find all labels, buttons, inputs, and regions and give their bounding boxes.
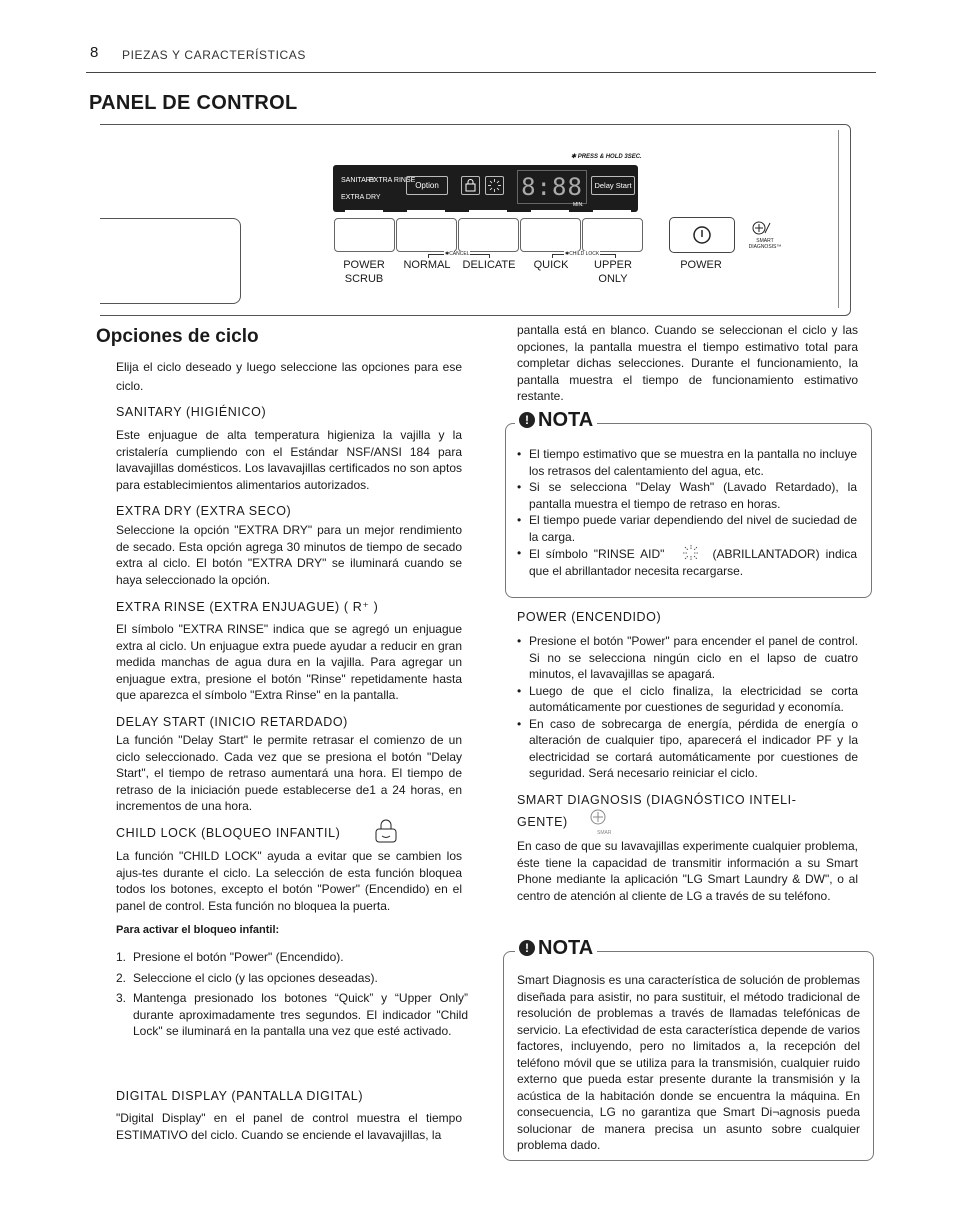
delay-start-label: Delay Start bbox=[591, 176, 635, 195]
quick-button[interactable] bbox=[520, 218, 581, 252]
upper-only-label bbox=[583, 258, 643, 286]
smart-diagnosis-paragraph: En caso de que su lavavajillas experimente cualquier problema, éste tiene la capacidad de transmitir información a su Smart Phone mediante la aplicación "LG Smart Laundry & DW", o al centro de atención al cliente de LG a través de su teléfono. bbox=[517, 839, 858, 903]
extra-rinse-paragraph: El símbolo "EXTRA RINSE" indica que se agregó un enjuague extra al ciclo. Un enjuague extra puede ayudar a reducir en gran medida manchas de agua dura en la vajilla. Para agregar un enjuague extra, presione el botón "Rinse" repetidamente hasta que aparezca el símbolo "Extra Rinse" en la pantalla. bbox=[116, 622, 462, 702]
child-lock-paragraph: La función "CHILD LOCK" ayuda a evitar que se cambien los ajus-tes durante el ciclo. La selección de esta función bloquea todos los botones, excepto el botón "Power" (Encendido) en el panel de control. Esta función no bloquea la puerta. bbox=[116, 849, 462, 913]
digital-display-heading: DIGITAL DISPLAY (PANTALLA DIGITAL) bbox=[116, 1089, 364, 1103]
rinse-aid-text-a: El símbolo "RINSE AID" bbox=[529, 547, 665, 561]
sanitary-indicator: SANITARY bbox=[341, 177, 376, 184]
power-scrub-label-line2: SCRUB bbox=[344, 273, 384, 285]
child-lock-heading: CHILD LOCK (BLOQUEO INFANTIL) bbox=[116, 826, 341, 840]
note-2-paragraph: Smart Diagnosis es una característica de solución de problemas diseñada para asistir, no para sustituir, el método tradicional de resolución de problemas a través de llamadas telefónicas de servicio. La efectividad de esta característica depende de varios factores, incluyendo, pero no limitados a, la recepción del teléfono móvil que se utiliza para la transmisión, cualquier ruido externo que pueda estar presente durante la transmisión y la acústica de la habitación donde se encuentra la máquina. En consecuencia, LG no garantiza que Smart Di¬agnosis pueda solucionar de manera precisa un asunto sobre cualquier problema dado. bbox=[517, 973, 860, 1152]
extra-dry-indicator: EXTRA DRY bbox=[341, 194, 381, 201]
smart-diagnosis-label bbox=[745, 238, 785, 250]
rinse-aid-icon bbox=[678, 545, 704, 561]
child-lock-label: ✱CHILD LOCK bbox=[565, 251, 600, 257]
extra-rinse-heading: EXTRA RINSE (EXTRA ENJUAGUE) ( R⁺ ) bbox=[116, 600, 379, 614]
press-hold-label: ✱ PRESS & HOLD 3SEC. bbox=[571, 154, 642, 160]
smart-diagnosis-icon bbox=[588, 807, 610, 827]
smart-diagnosis-heading-line1: SMART DIAGNOSIS (DIAGNÓSTICO INTELI- bbox=[517, 793, 797, 807]
display-panel bbox=[333, 165, 638, 212]
led-strip bbox=[593, 210, 631, 213]
normal-label: NORMAL bbox=[403, 259, 451, 271]
power-button[interactable] bbox=[669, 217, 735, 253]
note-title: NOTA bbox=[538, 937, 594, 959]
page-title: PANEL DE CONTROL bbox=[89, 92, 298, 114]
led-strip bbox=[469, 210, 507, 213]
note-heading-2 bbox=[515, 937, 597, 960]
smart-diagnosis-icon bbox=[750, 219, 772, 237]
list-item: • Luego de que el ciclo finaliza, la electricidad se corta automáticamente por cuestiones de seguridad y economía. bbox=[517, 683, 858, 716]
child-lock-icon bbox=[372, 817, 400, 845]
list-item: • Presione el botón "Power" para encender el panel de control. Si no se selecciona ningún ciclo en el lapso de cuatro minutos, el lavavajillas se apagará. bbox=[517, 633, 858, 683]
digit-display: 8:88 bbox=[517, 170, 587, 204]
step-text: Presione el botón "Power" (Encendido). bbox=[133, 950, 344, 964]
list-item: • Si se selecciona "Delay Wash" (Lavado Retardado), la pantalla muestra el tiempo de retraso en horas. bbox=[517, 479, 857, 512]
list-item bbox=[116, 949, 468, 966]
delay-start-heading: DELAY START (INICIO RETARDADO) bbox=[116, 715, 348, 729]
led-strip bbox=[531, 210, 569, 213]
header-rule bbox=[86, 72, 876, 73]
step-number: 3. bbox=[116, 991, 127, 1005]
list-item bbox=[116, 990, 468, 1040]
intro-paragraph: Elija el ciclo deseado y luego seleccione las opciones para ese ciclo. bbox=[116, 360, 462, 393]
delay-start-paragraph: La función "Delay Start" le permite retrasar el comienzo de un ciclo seleccionado. Cada vez que se presiona el botón "Delay Start", el tiempo de retraso aumentará una hora. El tiempo de retraso de la iniciación puede establecerse de1 a 24 horas, en incrementos de una hora. bbox=[116, 733, 462, 813]
list-item: • El tiempo estimativo que se muestra en la pantalla no incluye los retrasos del calentamiento del agua, etc. bbox=[517, 446, 857, 479]
activate-heading: Para activar el bloqueo infantil: bbox=[116, 924, 280, 936]
cycle-options-heading: Opciones de ciclo bbox=[96, 326, 259, 347]
note-heading-1 bbox=[515, 409, 597, 432]
extra-dry-paragraph: Seleccione la opción "EXTRA DRY" para un mejor rendimiento de secado. Esta opción agrega 30 minutos de tiempo de secado extra al ciclo. El botón "EXTRA DRY" se iluminará cuando se haya seleccionado la opción. bbox=[116, 523, 462, 587]
extra-rinse-indicator: EXTRA RINSE bbox=[369, 177, 416, 184]
step-number: 2. bbox=[116, 970, 127, 985]
led-strip bbox=[407, 210, 445, 213]
section-title: PIEZAS Y CARACTERÍSTICAS bbox=[122, 48, 306, 62]
rinse-aid-text-b: (ABRILLANTADOR) indica que el abrillantador necesita recargarse. bbox=[529, 547, 857, 578]
digital-display-paragraph: "Digital Display" en el panel de control muestra el tiempo ESTIMATIVO del ciclo. Cuando se enciende el lavavajillas, la bbox=[116, 1111, 462, 1142]
smart-diagnosis-heading-line2: GENTE) bbox=[517, 815, 568, 829]
note-1-list bbox=[517, 446, 857, 579]
rinse-aid-icon bbox=[485, 176, 504, 195]
smart-diagnosis-label-line2: DIAGNOSIS™ bbox=[748, 244, 782, 250]
power-heading: POWER (ENCENDIDO) bbox=[517, 610, 662, 624]
smart-icon-label: SMAR bbox=[597, 830, 612, 836]
power-label: POWER bbox=[680, 259, 722, 271]
list-item: • En caso de sobrecarga de energía, pérdida de energía o alteración de cualquier tipo, aparecerá el indicador PF y la electricidad se cortará automáticamente por cuestiones de seguridad. Será necesario reiniciar el ciclo. bbox=[517, 716, 858, 782]
cancel-label: ✱CANCEL bbox=[445, 251, 470, 257]
smart-diagnosis-label-line1: SMART bbox=[756, 238, 774, 244]
delicate-button[interactable] bbox=[458, 218, 519, 252]
power-scrub-label-line1: POWER bbox=[343, 259, 385, 271]
power-scrub-label bbox=[334, 258, 394, 286]
door-handle bbox=[100, 218, 241, 304]
option-label: Option bbox=[406, 176, 448, 195]
page-number: 8 bbox=[90, 44, 99, 61]
delicate-label: DELICATE bbox=[462, 259, 516, 271]
list-item bbox=[517, 545, 857, 579]
power-icon bbox=[692, 225, 712, 245]
list-item bbox=[116, 970, 468, 987]
upper-only-button[interactable] bbox=[582, 218, 643, 252]
list-item: • El tiempo puede variar dependiendo del nivel de suciedad de la carga. bbox=[517, 512, 857, 545]
child-lock-icon bbox=[461, 176, 480, 195]
extra-dry-heading: EXTRA DRY (EXTRA SECO) bbox=[116, 504, 292, 518]
sanitary-heading: SANITARY (HIGIÉNICO) bbox=[116, 405, 267, 419]
upper-only-label-line1: UPPER bbox=[594, 259, 632, 271]
min-label: MIN. bbox=[573, 202, 584, 208]
upper-only-label-line2: ONLY bbox=[598, 273, 628, 285]
step-text: Mantenga presionado los botones “Quick” y “Upper Only” durante aproximadamente tres segundos. El indicador "Child Lock" se iluminará en la pantalla una vez que esté activado. bbox=[133, 991, 468, 1038]
exclamation-icon: ! bbox=[519, 940, 535, 956]
activate-steps bbox=[116, 949, 468, 1040]
exclamation-icon: ! bbox=[519, 412, 535, 428]
digital-display-continued: pantalla está en blanco. Cuando se seleccionan el ciclo y las opciones, la pantalla muestra el tiempo estimativo total para completar dichas selecciones. Durante el funcionamiento, la pantalla muestra el tiempo de funcionamiento estimativo restante. bbox=[517, 323, 858, 403]
normal-button[interactable] bbox=[396, 218, 457, 252]
step-number: 1. bbox=[116, 950, 127, 964]
power-list bbox=[517, 633, 858, 782]
quick-label: QUICK bbox=[533, 259, 569, 271]
led-strip bbox=[345, 210, 383, 213]
power-scrub-button[interactable] bbox=[334, 218, 395, 252]
step-text: Seleccione el ciclo (y las opciones deseadas). bbox=[133, 970, 378, 985]
sanitary-paragraph: Este enjuague de alta temperatura higieniza la vajilla y la cristalería cumpliendo con el Estándar NSF/ANSI 184 para lavavajillas domésticos. Los lavavajillas certificados no son aptos para establecimientos alimentarios autorizados. bbox=[116, 428, 462, 492]
note-title: NOTA bbox=[538, 409, 594, 431]
